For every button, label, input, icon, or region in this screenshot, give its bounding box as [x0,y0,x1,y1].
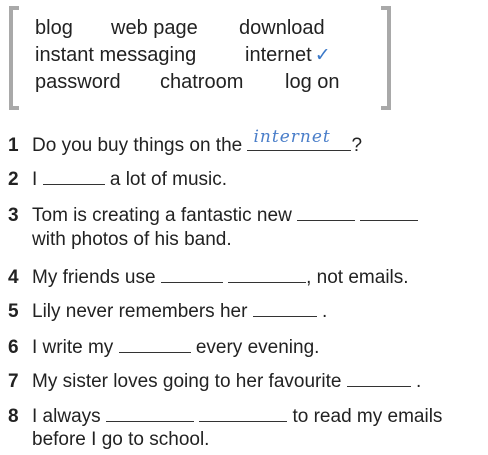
answer-blank[interactable] [253,298,317,317]
question-text-continued: with photos of his band. [32,229,232,250]
question-5 [8,298,327,324]
answer-blank-1[interactable] [106,403,194,422]
question-text: My sister loves going to her favourite [32,371,342,392]
word-blog: blog [35,17,73,39]
question-text: Do you buy things on the [32,135,243,156]
question-text-after: to read my emails [292,406,443,427]
question-number: 1 [8,135,19,156]
word-download: download [239,17,325,39]
answer-blank-2[interactable] [199,403,287,422]
word-internet-group [245,43,331,68]
question-number: 4 [8,267,19,288]
question-end: every evening. [195,337,320,358]
question-4 [8,264,409,290]
question-6 [8,334,319,360]
word-log-on: log on [285,71,340,93]
question-7 [8,368,421,394]
question-8 [8,403,442,429]
question-3-line-2 [8,228,232,252]
answer-blank-2[interactable] [360,202,418,221]
word-internet: internet [245,44,312,66]
word-web-page: web page [111,17,198,39]
answer-blank-1[interactable] [161,264,223,283]
answer-blank[interactable] [347,368,411,387]
question-3 [8,202,418,228]
question-1 [8,127,363,158]
word-chatroom: chatroom [160,71,244,93]
word-box [9,6,391,110]
question-number: 2 [8,169,19,190]
question-text: I [32,169,38,190]
question-end: a lot of music. [109,169,228,190]
question-number: 7 [8,371,19,392]
question-end: . [321,301,328,322]
question-end: , not emails. [306,267,409,288]
question-text: I write my [32,337,114,358]
question-number: 8 [8,406,19,427]
question-number: 5 [8,301,19,322]
question-2 [8,166,227,192]
question-number: 3 [8,205,19,226]
answer-blank-1[interactable] [297,202,355,221]
question-text: I always [32,406,101,427]
question-text-continued: before I go to school. [32,429,210,450]
check-icon: ✓ [314,45,331,66]
word-instant-messaging: instant messaging [35,44,197,66]
question-text: Tom is creating a fantastic new [32,205,292,226]
question-number: 6 [8,337,19,358]
question-8-line-2 [8,428,209,452]
question-text: Lily never remembers her [32,301,248,322]
handwritten-answer: internet [253,127,331,147]
answer-blank-2[interactable] [228,264,306,283]
word-password: password [35,71,121,93]
question-end: ? [351,135,363,156]
right-bracket [381,6,391,110]
left-bracket [9,6,19,110]
answer-blank-filled[interactable] [247,127,351,151]
answer-blank[interactable] [119,334,191,353]
answer-blank[interactable] [43,166,105,185]
question-end: . [415,371,422,392]
question-text: My friends use [32,267,156,288]
